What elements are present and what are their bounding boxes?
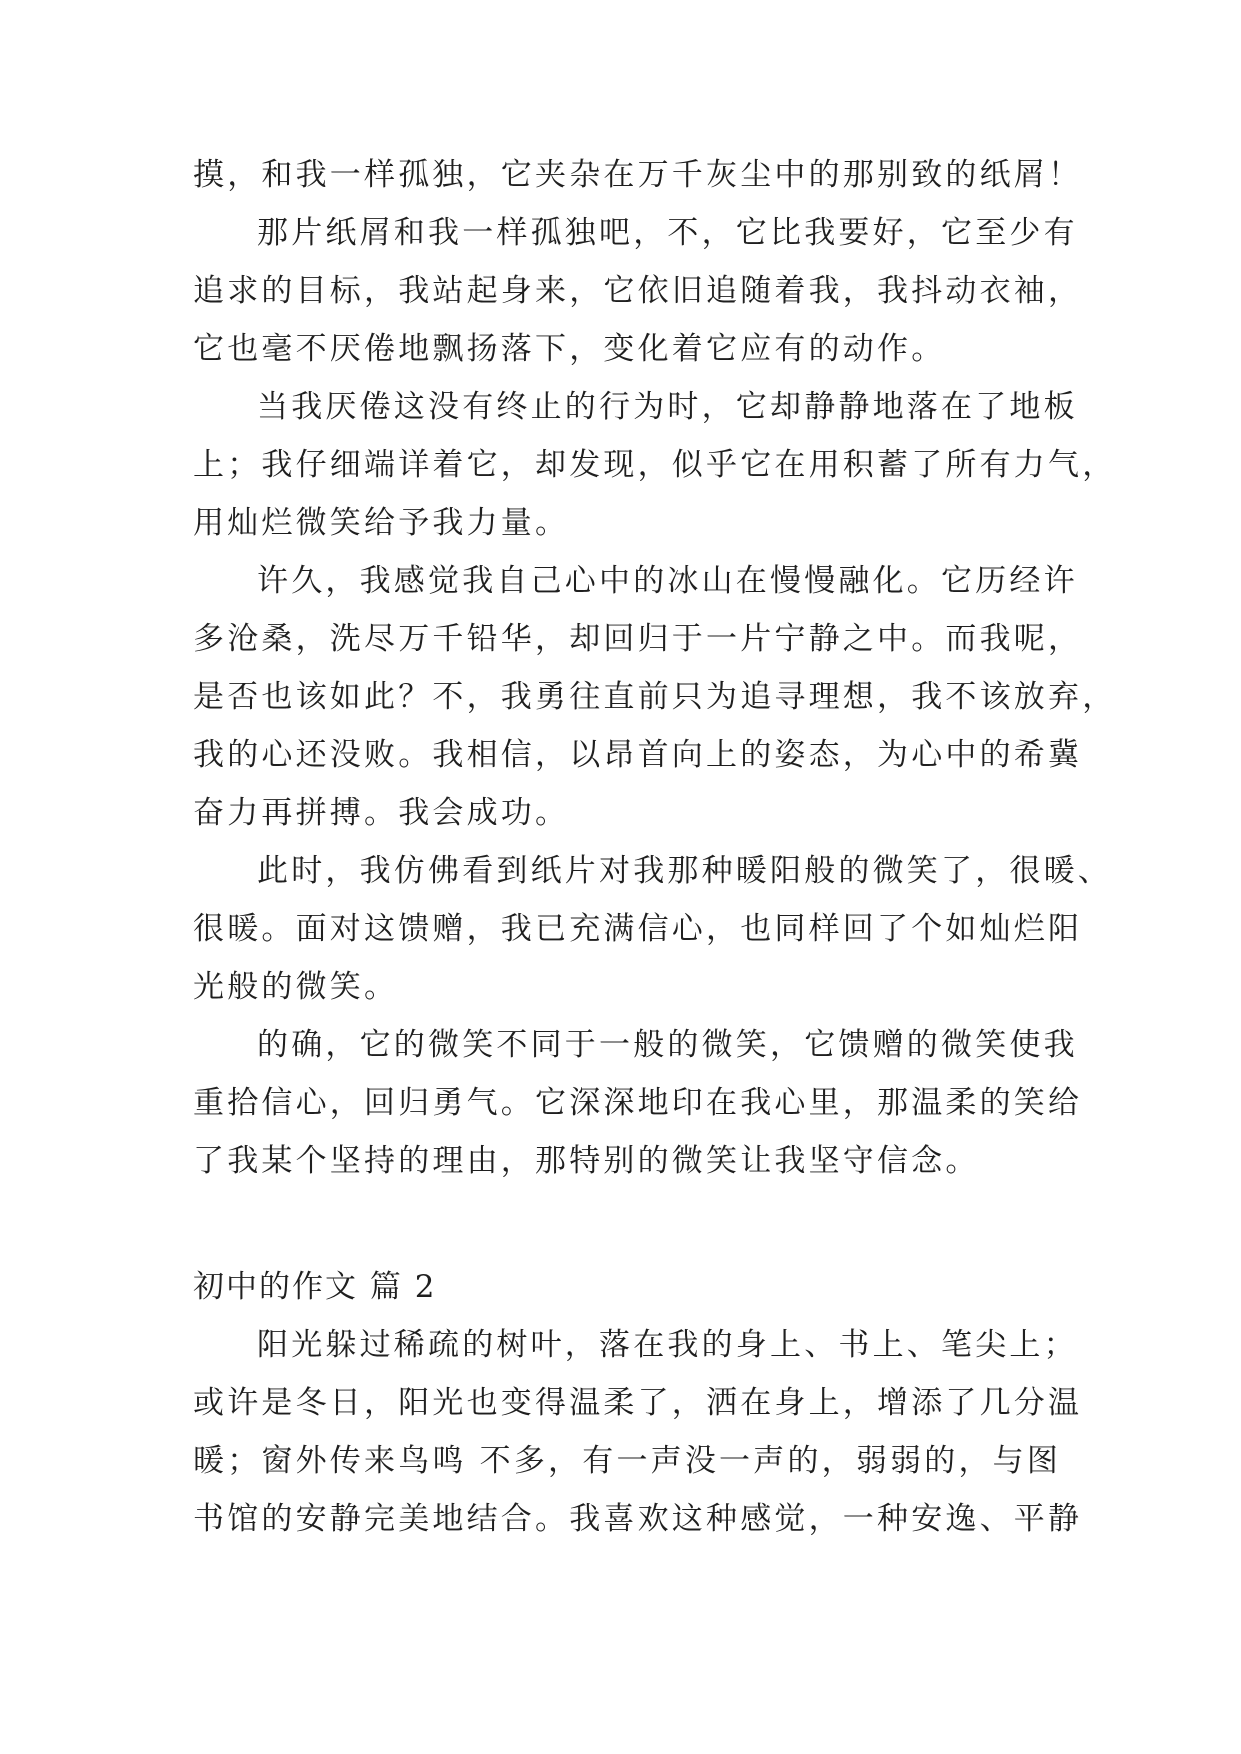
paragraph-6-line-2: 或许是冬日，阳光也变得温柔了，洒在身上，增添了几分温: [193, 1385, 1083, 1421]
essay-body-part-2: [193, 1316, 1083, 1548]
paragraph-3-line-5: 奋力再拼搏。我会成功。: [193, 795, 570, 831]
section-title: 初中的作文 篇 2: [193, 1269, 437, 1305]
text-line: 摸，和我一样孤独，它夹杂在万千灰尘中的那别致的纸屑！: [193, 157, 1083, 193]
paragraph-4-line-3: 光般的微笑。: [193, 969, 399, 1005]
paragraph-2-line-3: 用灿烂微笑给予我力量。: [193, 505, 570, 541]
paragraph-5-line-3: 了我某个坚持的理由，那特别的微笑让我坚守信念。: [193, 1143, 980, 1179]
paragraph-3-line-3: 是否也该如此？不，我勇往直前只为追寻理想，我不该放弃，: [193, 679, 1117, 715]
paragraph-5-line-1: 的确，它的微笑不同于一般的微笑，它馈赠的微笑使我: [257, 1027, 1078, 1063]
paragraph-2-line-2: 上；我仔细端详着它，却发现，似乎它在用积蓄了所有力气，: [193, 447, 1117, 483]
paragraph-1-line-1: 那片纸屑和我一样孤独吧，不，它比我要好，它至少有: [257, 215, 1078, 251]
paragraph-3-line-2: 多沧桑，洗尽万千铅华，却回归于一片宁静之中。而我呢，: [193, 621, 1083, 657]
essay-body-part-1: [193, 146, 1117, 1190]
paragraph-5-line-2: 重拾信心，回归勇气。它深深地印在我心里，那温柔的笑给: [193, 1085, 1083, 1121]
paragraph-3-line-4: 我的心还没败。我相信，以昂首向上的姿态，为心中的希冀: [193, 737, 1083, 773]
paragraph-6-line-4: 书馆的安静完美地结合。我喜欢这种感觉，一种安逸、平静: [193, 1501, 1083, 1537]
paragraph-6-line-1: 阳光躲过稀疏的树叶，落在我的身上、书上、笔尖上；: [257, 1327, 1078, 1363]
paragraph-3-line-1: 许久，我感觉我自己心中的冰山在慢慢融化。它历经许: [257, 563, 1078, 599]
paragraph-1-line-2: 追求的目标，我站起身来，它依旧追随着我，我抖动衣袖，: [193, 273, 1083, 309]
paragraph-4-line-1: 此时，我仿佛看到纸片对我那种暖阳般的微笑了，很暖、: [257, 853, 1112, 889]
paragraph-6-line-3: 暖；窗外传来鸟鸣 不多，有一声没一声的，弱弱的，与图: [193, 1443, 1062, 1479]
paragraph-1-line-3: 它也毫不厌倦地飘扬落下，变化着它应有的动作。: [193, 331, 946, 367]
paragraph-2-line-1: 当我厌倦这没有终止的行为时，它却静静地落在了地板: [257, 389, 1078, 425]
paragraph-4-line-2: 很暖。面对这馈赠，我已充满信心，也同样回了个如灿烂阳: [193, 911, 1083, 947]
